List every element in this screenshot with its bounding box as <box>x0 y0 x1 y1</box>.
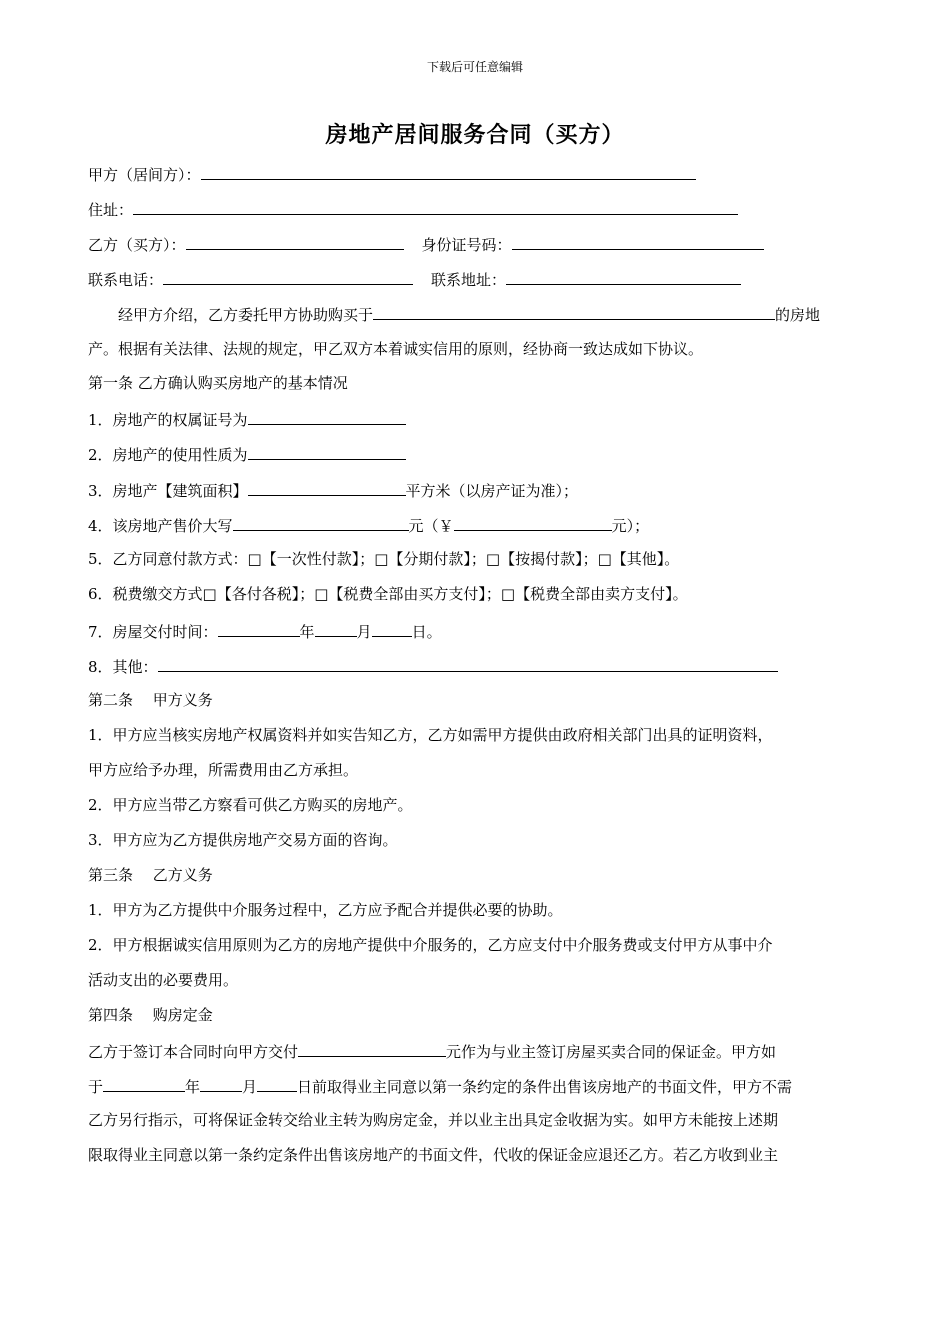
intro-line-2: 产。根据有关法律、法规的规定，甲乙双方本着诚实信用的原则，经协商一致达成如下协议。 <box>88 340 704 358</box>
art4-para-3: 乙方另行指示，可将保证金转交给业主转为购房定金，并以业主出具定金收据为实。如甲方未能按上述期 <box>88 1111 779 1129</box>
intro-text-1a: 经甲方介绍，乙方委托甲方协助购买于 <box>118 306 374 324</box>
article-2-title: 第二条 甲方义务 <box>88 691 213 709</box>
other-terms-blank[interactable] <box>158 655 778 672</box>
deadline-month-blank[interactable] <box>200 1075 242 1092</box>
article-1-title: 第一条 乙方确认购买房地产的基本情况 <box>88 374 348 392</box>
art1-item-8 <box>88 655 778 677</box>
intro-line-1 <box>118 303 820 325</box>
art4-year-label: 年 <box>185 1078 201 1096</box>
address-blank[interactable] <box>133 198 738 215</box>
property-location-blank[interactable] <box>373 303 775 320</box>
party-b-blank[interactable] <box>186 233 404 250</box>
art4-para-4: 限取得业主同意以第一条约定条件出售该房地产的书面文件，代收的保证金应退还乙方。若乙方收到业主 <box>88 1146 779 1164</box>
article-3-title: 第三条 乙方义务 <box>88 866 213 884</box>
download-note: 下载后可任意编辑 <box>426 60 523 74</box>
art4-para-1-text: 乙方于签订本合同时向甲方交付 <box>88 1043 299 1061</box>
usage-nature-blank[interactable] <box>248 443 406 460</box>
price-number-blank[interactable] <box>454 514 612 531</box>
intro-text-1b: 的房地 <box>775 306 821 324</box>
art1-item-7-text: 7．房屋交付时间： <box>88 623 218 641</box>
art1-item-4-end: 元）； <box>611 517 650 535</box>
party-b-line <box>88 233 764 255</box>
delivery-year-blank[interactable] <box>218 620 300 637</box>
art3-item-1: 1．甲方为乙方提供中介服务过程中，乙方应予配合并提供必要的协助。 <box>88 901 563 919</box>
art2-item-1b: 甲方应给予办理，所需费用由乙方承担。 <box>88 761 359 779</box>
art1-item-6: 6．税费缴交方式□【各付各税】；□【税费全部由买方支付】；□【税费全部由卖方支付】。 <box>88 585 688 603</box>
building-area-blank[interactable] <box>248 479 406 496</box>
address-label: 住址： <box>88 201 134 219</box>
month-label: 月 <box>356 623 372 641</box>
art1-item-7 <box>88 620 442 642</box>
art4-para-1 <box>88 1040 776 1062</box>
party-a-blank[interactable] <box>201 163 696 180</box>
art4-para-2 <box>88 1075 792 1097</box>
phone-blank[interactable] <box>163 268 413 285</box>
id-number-blank[interactable] <box>512 233 764 250</box>
art4-para-1-rest: 元作为与业主签订房屋买卖合同的保证金。甲方如 <box>446 1043 777 1061</box>
art2-item-1a: 1．甲方应当核实房地产权属资料并如实告知乙方，乙方如需甲方提供由政府相关部门出具的证明资料， <box>88 726 773 744</box>
ownership-cert-blank[interactable] <box>248 408 406 425</box>
contact-address-label: 联系地址： <box>431 271 507 289</box>
article-4-title: 第四条 购房定金 <box>88 1006 213 1024</box>
year-label: 年 <box>299 623 315 641</box>
phone-line <box>88 268 741 290</box>
art1-item-4-text: 4．该房地产售价大写 <box>88 517 233 535</box>
art1-item-1-text: 1．房地产的权属证号为 <box>88 411 248 429</box>
art3-item-2b: 活动支出的必要费用。 <box>88 971 239 989</box>
art3-item-2a: 2．甲方根据诚实信用原则为乙方的房地产提供中介服务的，乙方应支付中介服务费或支付甲方从事中介 <box>88 936 773 954</box>
contract-title: 房地产居间服务合同（买方） <box>325 122 625 148</box>
art4-para-2-text: 于 <box>88 1078 104 1096</box>
deadline-day-blank[interactable] <box>257 1075 297 1092</box>
art4-para-2-rest: 日前取得业主同意以第一条约定的条件出售该房地产的书面文件，甲方不需 <box>297 1078 793 1096</box>
art1-item-8-text: 8．其他： <box>88 658 158 676</box>
art2-item-3: 3．甲方应为乙方提供房地产交易方面的咨询。 <box>88 831 398 849</box>
art1-item-3 <box>88 479 578 501</box>
day-label: 日。 <box>411 623 442 641</box>
phone-label: 联系电话： <box>88 271 164 289</box>
art1-item-3-text: 3．房地产【建筑面积】 <box>88 482 248 500</box>
deposit-amount-blank[interactable] <box>298 1040 446 1057</box>
art2-item-2: 2．甲方应当带乙方察看可供乙方购买的房地产。 <box>88 796 413 814</box>
party-b-label: 乙方（买方）： <box>88 236 186 254</box>
art1-item-4-yuan: 元（￥ <box>408 517 454 535</box>
address-line <box>88 198 738 220</box>
party-a-line <box>88 163 696 185</box>
party-a-label: 甲方（居间方）： <box>88 166 201 184</box>
delivery-month-blank[interactable] <box>315 620 357 637</box>
price-words-blank[interactable] <box>233 514 409 531</box>
delivery-day-blank[interactable] <box>372 620 412 637</box>
art1-item-2 <box>88 443 406 465</box>
art1-item-2-text: 2．房地产的使用性质为 <box>88 446 248 464</box>
id-number-label: 身份证号码： <box>421 236 512 254</box>
deadline-year-blank[interactable] <box>103 1075 185 1092</box>
art4-month-label: 月 <box>242 1078 258 1096</box>
art1-item-4 <box>88 514 649 536</box>
art1-item-1 <box>88 408 406 430</box>
art1-item-5: 5．乙方同意付款方式：□【一次性付款】；□【分期付款】；□【按揭付款】；□【其他】。 <box>88 550 680 568</box>
art1-item-3-unit: 平方米（以房产证为准）； <box>405 482 579 500</box>
contact-address-blank[interactable] <box>506 268 741 285</box>
